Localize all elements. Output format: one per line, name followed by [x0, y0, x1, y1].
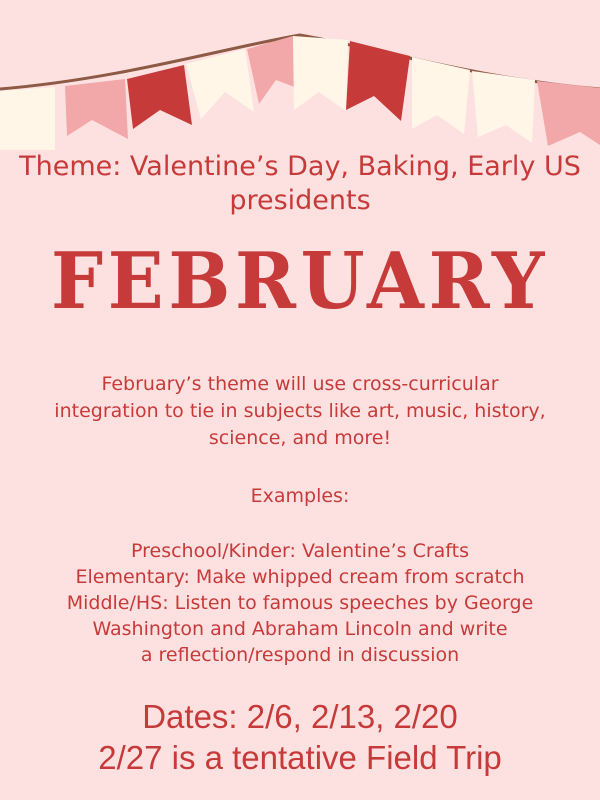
bunting-flag	[127, 65, 192, 129]
theme-line: presidents	[229, 185, 371, 216]
example-line: a reflection/respond in discussion	[140, 644, 460, 666]
example-line: Middle/HS: Listen to famous speeches by George	[66, 592, 534, 614]
field-trip-line: 2/27 is a tentative Field Trip	[98, 739, 502, 776]
example-line: Preschool/Kinder: Valentine’s Crafts	[130, 540, 469, 562]
example-line: Elementary: Make whipped cream from scratch	[75, 566, 525, 588]
bunting-banner	[0, 0, 600, 150]
bunting-flag	[472, 71, 535, 143]
bunting-flag	[346, 41, 410, 121]
intro-line: science, and more!	[208, 427, 392, 449]
bunting-flag	[412, 57, 470, 134]
theme-line: Theme: Valentine’s Day, Baking, Early US	[19, 151, 581, 182]
example-line: Washington and Abraham Lincoln and write	[92, 618, 508, 640]
intro-line: integration to tie in subjects like art, music, history,	[54, 400, 546, 422]
dates-text	[0, 696, 600, 778]
intro-line: February’s theme will use cross-curricular	[101, 373, 499, 395]
bunting-flag	[0, 87, 55, 150]
examples-heading: Examples:	[250, 485, 350, 507]
theme-text	[0, 150, 600, 218]
bunting-flag	[65, 79, 128, 139]
page-title: FEBRUARY	[50, 236, 550, 327]
dates-line: Dates: 2/6, 2/13, 2/20	[142, 698, 458, 735]
examples-list	[0, 538, 600, 668]
bunting-flag	[186, 49, 254, 119]
bunting-flag	[537, 81, 600, 146]
bunting-flag	[293, 36, 348, 111]
intro-text	[0, 371, 600, 452]
